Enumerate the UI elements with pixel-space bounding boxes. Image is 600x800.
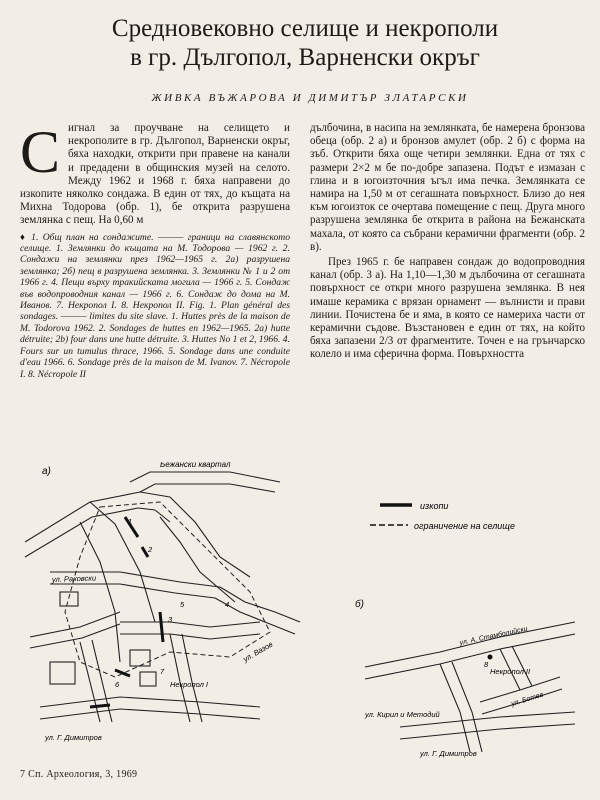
site-number-4: 4 (225, 600, 230, 609)
title-line-1: Средновековно селище и некрополи (111, 15, 499, 42)
site-number-1: 1 (128, 517, 133, 526)
paragraph-continued: дълбочина, в насипа на землянката, бе намерена бронзова обеца (обр. 2 а) и бронзов амулет (обр. 2 б) с форма на зъб. Открити бяха още четири землянки. Една от тях с размери 2×2 м бе по-добре запазена. Подът е измазан с глина и в югоизточния ъгъл има печка. Землянката се намира на 1,50 м от сегашната повърхност. Близо до нея към югоизток се очертава помещение с пещ. Друга много разрушена землянка бе открита в района на Бежанската махала, от която са събрани керамични фрагменти (обр. 2 в). (310, 122, 585, 253)
site-number-7: 7 (160, 667, 165, 676)
necropolis-2-label: Некропол II (490, 667, 531, 676)
site-number-5: 5 (180, 600, 185, 609)
necropolis-1-label: Некропол I (170, 680, 209, 689)
legend-trench-label: изкопи (420, 501, 449, 511)
street-rakovski-label: ул. Раковски (51, 573, 97, 584)
page-footer: 7 Сп. Археология, 3, 1969 (20, 769, 138, 780)
site-number-3: 3 (168, 615, 173, 624)
site-number-8: 8 (484, 660, 489, 669)
left-column (20, 119, 290, 380)
figure-caption: ♦ 1. Общ план на сондажите. ——— граници на славянското селище. 1. Землянки до къщата на М. Тодорова — 1962 г. 2. Сондажи на землянки през 1962—1965 г. 2а) разрушена землянка; 2б) пещ в разрушена землянка. 3. Землянки № 1 и 2 от 1966 г. 4. Пещи върху тракийската могила — 1966 г. 5. Сондаж във водопроводния канал — 1966 г. 6. Сондаж до дома на М. Иванов. 7. Некропол I. 8. Некропол II. Fig. 1. Plan général des sondages. ——— limites du site slave. 1. Huttes près de la maison de M. Todorova 1962. 2. Sondages de huttes en 1962—1965. 2a) hutte détruite; 2b) four dans une hutte détruite. 3. Huttes No 1 et 2, 1966. 4. Fours sur un tumulus thrace, 1966. 5. Sondage dans une conduite d'eau 1966. 6. Sondage près de la maison de M. Ivanov. 7. Nécropole I. 8. Nécropole II (20, 231, 290, 380)
quarter-label: Бежански квартал (160, 462, 231, 469)
street-vazov-label: ул. Вазов (241, 639, 275, 664)
drop-cap: С (20, 119, 61, 185)
article-title (70, 14, 540, 72)
site-number-2: 2 (148, 545, 153, 554)
paragraph-intro: игнал за проучване на селището и некрополите в гр. Дългопол, Варненски окръг, бяха находки, открити при правене на канали и предадени в общинския музей на селото. Между 1962 и 1968 г. бяха направени до изкопите няколко сондажа. В един от тях, до къщата на Михна Тодорова (обр. 1), бе открита разрушена землянка с пещ. На 0,60 м (20, 122, 290, 227)
legend-boundary-label: ограничение на селище (414, 521, 515, 531)
street-kiril-label: ул. Кирил и Методий (365, 710, 440, 719)
site-number-6: 6 (115, 680, 120, 689)
right-column (310, 122, 585, 362)
site-plan-figure (20, 462, 590, 762)
panel-b-label: б) (355, 599, 364, 610)
street-b3-label: ул. Ботев (510, 691, 545, 708)
authors: ЖИВКА ВЪЖАРОВА И ДИМИТЪР ЗЛАТАРСКИ (151, 92, 469, 104)
panel-a-label: а) (42, 466, 51, 477)
paragraph-1965: През 1965 г. бе направен сондаж до водопроводния канал (обр. 3 а). На 1,10—1,30 м дълбочина от сегашната повърхност се откри много разрушена землянка. В нея имаше керамика с врязан орнамент — вълнисти и прави линии. Почистена бе и яма, в която се намериха части от керамични съдове. Възстановен е един от тях, на който бяха запазени 2/3 от фрагментите. Точен е на грънчарско колело и има сферична форма. Повърхността (310, 256, 585, 361)
street-b2-label: ул. А. Стамболийски (458, 625, 529, 647)
street-dimitrov-b-label: ул. Г. Димитров (420, 749, 477, 758)
title-line-2: в гр. Дългопол, Варненски окръг (130, 44, 480, 71)
street-dimitrov-a-label: ул. Г. Димитров (45, 733, 102, 742)
